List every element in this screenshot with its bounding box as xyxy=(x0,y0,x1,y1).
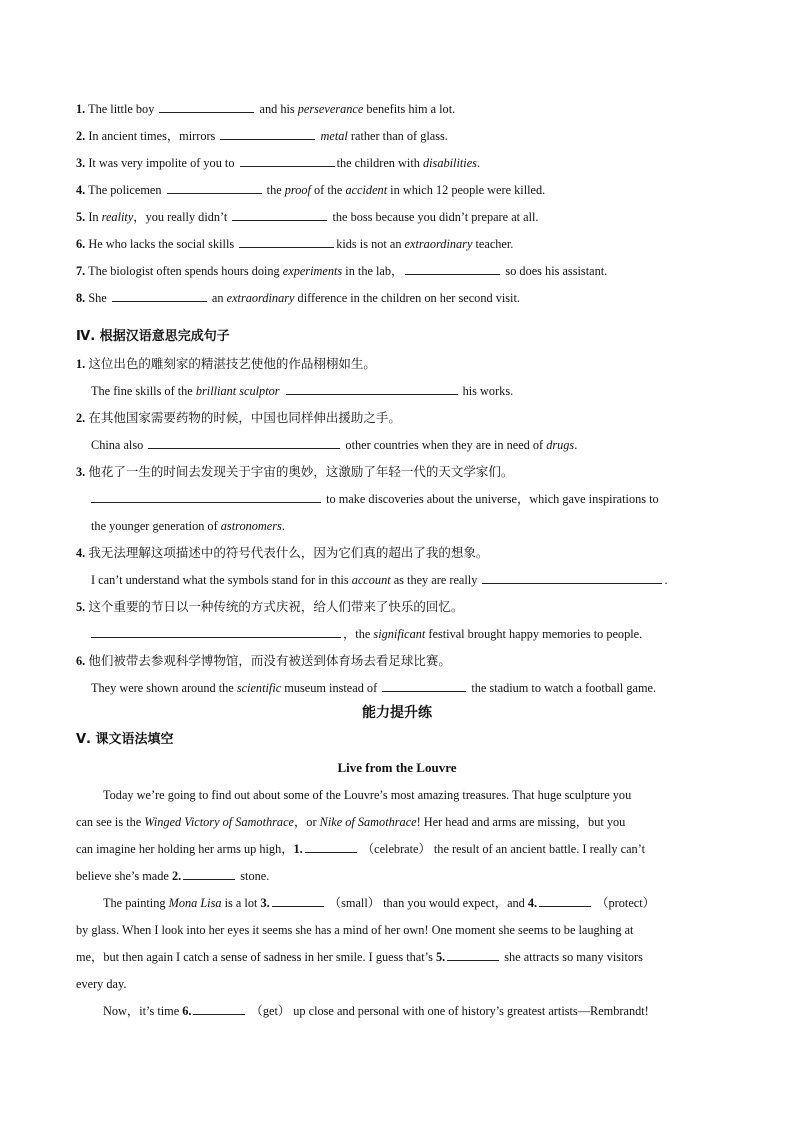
answer-blank[interactable] xyxy=(239,235,334,248)
answer-blank[interactable] xyxy=(240,154,335,167)
answer-blank[interactable] xyxy=(405,262,500,275)
exercise-item-8: 8. She an extraordinary difference in the children on her second visit. xyxy=(76,291,520,305)
section-heading: Ⅳ. 根据汉语意思完成句子 xyxy=(76,329,230,344)
answer-blank[interactable] xyxy=(539,894,591,907)
answer-blank[interactable] xyxy=(382,679,466,692)
answer-blank[interactable] xyxy=(482,571,662,584)
answer-blank[interactable] xyxy=(112,289,207,302)
answer-blank[interactable] xyxy=(272,894,324,907)
answer-blank[interactable] xyxy=(91,625,341,638)
question-answer-3: to make discoveries about the universe，which gave inspirations to xyxy=(91,490,734,508)
answer-blank[interactable] xyxy=(286,382,458,395)
exercise-item-1: 1. The little boy and his perseverance benefits him a lot. xyxy=(76,102,456,116)
question-prompt-5: 5. 这个重要的节日以一种传统的方式庆祝，给人们带来了快乐的回忆。 xyxy=(76,599,464,614)
para1-line3: can imagine her holding her arms up high，1. （celebrate） the result of an ancient battle. I really can’t xyxy=(76,842,645,856)
ability-section-title: 能力提升练 xyxy=(362,705,432,721)
answer-blank[interactable] xyxy=(183,867,235,880)
para2-line3: me，but then again I catch a sense of sadness in her smile. I guess that’s 5. she attracts so many visitors xyxy=(76,950,643,964)
question-prompt-1: 1. 这位出色的雕刻家的精湛技艺使他的作品栩栩如生。 xyxy=(76,356,376,371)
para1-line2: can see is the Winged Victory of Samothrace，or Nike of Samothrace! Her head and arms are missing，but you xyxy=(76,815,626,829)
exercise-item-7: 7. The biologist often spends hours doing experiments in the lab， so does his assistant. xyxy=(76,264,608,278)
answer-blank[interactable] xyxy=(159,100,254,113)
answer-blank[interactable] xyxy=(167,181,262,194)
question-prompt-4: 4. 我无法理解这项描述中的符号代表什么，因为它们真的超出了我的想象。 xyxy=(76,545,489,560)
answer-blank[interactable] xyxy=(91,490,321,503)
item-number: 1. xyxy=(76,102,86,116)
question-answer-3-cont: the younger generation of astronomers. xyxy=(91,519,285,533)
answer-blank[interactable] xyxy=(305,840,357,853)
section-heading-5: Ⅴ. 课文语法填空 xyxy=(76,732,174,747)
answer-blank[interactable] xyxy=(232,208,327,221)
question-answer-2: China also other countries when they are in need of drugs. xyxy=(91,438,578,452)
para2-line2: by glass. When I look into her eyes it seems she has a mind of her own! One moment she seems to be laughing at xyxy=(76,923,634,937)
question-answer-4: I can’t understand what the symbols stand for in this account as they are really . xyxy=(91,573,668,587)
exercise-item-3: 3. It was very impolite of you to the children with disabilities. xyxy=(76,156,481,170)
answer-blank[interactable] xyxy=(148,436,340,449)
exercise-item-2: 2. In ancient times，mirrors metal rather than of glass. xyxy=(76,129,448,143)
answer-blank[interactable] xyxy=(220,127,315,140)
question-answer-1: The fine skills of the brilliant sculptor his works. xyxy=(91,384,514,398)
question-prompt-3: 3. 他花了一生的时间去发现关于宇宙的奥妙，这激励了年轻一代的天文学家们。 xyxy=(76,464,514,479)
question-answer-5: ，the significant festival brought happy memories to people. xyxy=(91,625,734,643)
exercise-item-5: 5. In reality，you really didn’t the boss because you didn’t prepare at all. xyxy=(76,210,539,224)
question-prompt-2: 2. 在其他国家需要药物的时候，中国也同样伸出援助之手。 xyxy=(76,410,401,425)
answer-blank[interactable] xyxy=(193,1002,245,1015)
exercise-item-6: 6. He who lacks the social skills kids is not an extraordinary teacher. xyxy=(76,237,514,251)
para3-line1: Now，it’s time 6. （get） up close and personal with one of history’s greatest artists—Rembrandt! xyxy=(103,1004,649,1018)
article-title: Live from the Louvre xyxy=(337,760,457,775)
para1-line4: believe she’s made 2. stone. xyxy=(76,869,270,883)
para2-line1: The painting Mona Lisa is a lot 3. （small） than you would expect，and 4. （protect） xyxy=(103,896,655,910)
para2-line4: every day. xyxy=(76,977,127,991)
answer-blank[interactable] xyxy=(447,948,499,961)
question-answer-6: They were shown around the scientific museum instead of the stadium to watch a football game. xyxy=(91,681,657,695)
para1-line1: Today we’re going to find out about some of the Louvre’s most amazing treasures. That huge sculpture you xyxy=(103,788,632,802)
exercise-item-4: 4. The policemen the proof of the accident in which 12 people were killed. xyxy=(76,183,546,197)
question-prompt-6: 6. 他们被带去参观科学博物馆，而没有被送到体育场去看足球比赛。 xyxy=(76,653,451,668)
